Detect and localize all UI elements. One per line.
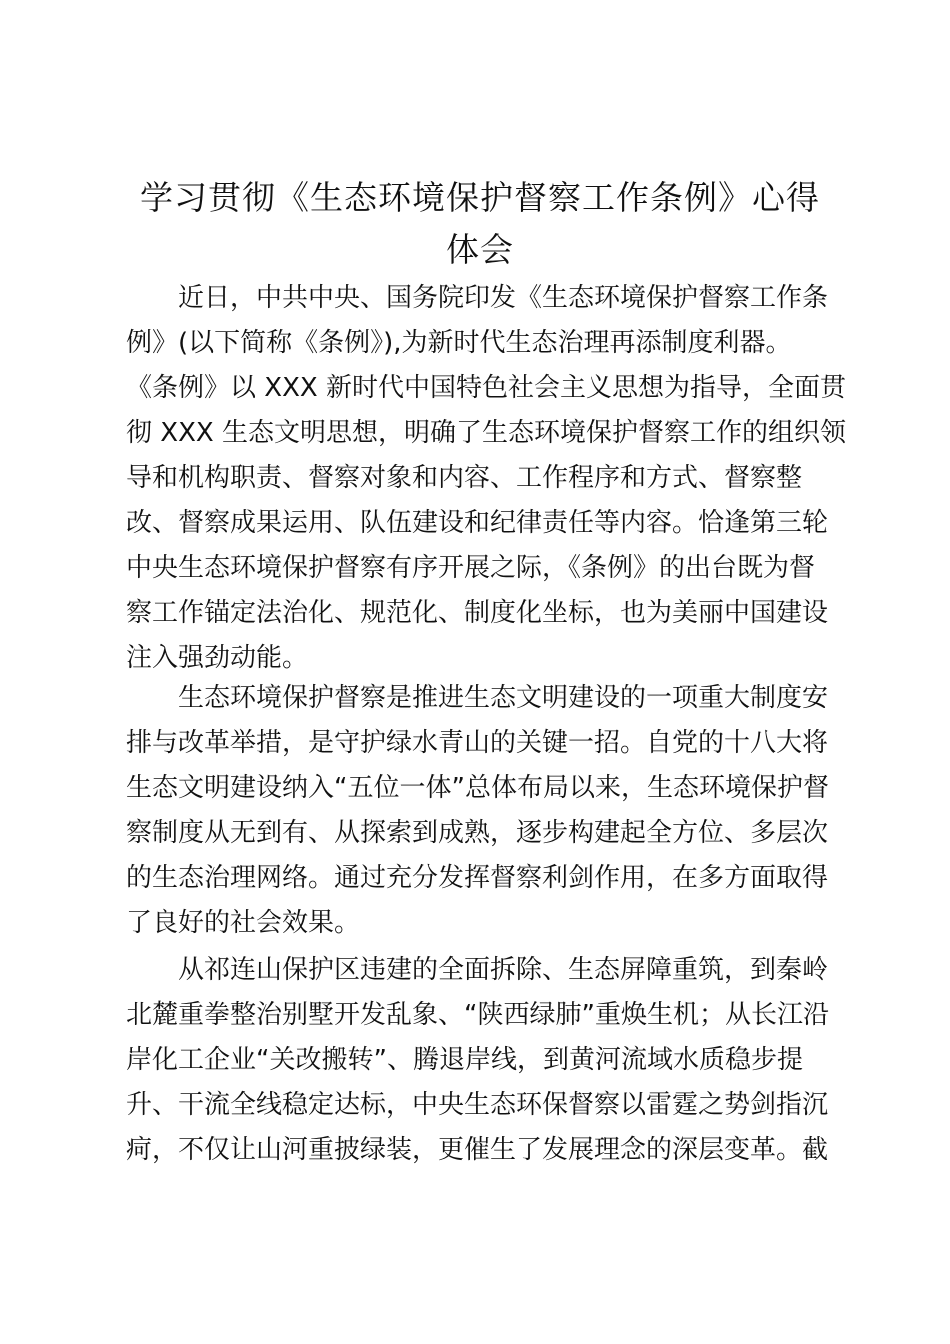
paragraph-1-line-7: 中央生态环境保护督察有序开展之际，《条例》的出台既为督 (126, 553, 816, 583)
paragraph-3-line-1: 从祁连山保护区违建的全面拆除、生态屏障重筑，到秦岭 (178, 955, 829, 985)
document-title (120, 172, 840, 276)
paragraph-1-line-8: 察工作锚定法治化、规范化、制度化坐标，也为美丽中国建设 (126, 598, 829, 628)
paragraph-2-line-2: 排与改革举措，是守护绿水青山的关键一招。自党的十八大将 (126, 728, 829, 758)
paragraph-3-line-3: 岸化工企业“关改搬转”、腾退岸线，到黄河流域水质稳步提 (126, 1045, 803, 1075)
paragraph-2-line-5: 的生态治理网络。通过充分发挥督察利剑作用，在多方面取得 (126, 863, 829, 893)
paragraph-2-line-1: 生态环境保护督察是推进生态文明建设的一项重大制度安 (178, 683, 829, 713)
paragraph-1-line-3: 《条例》以 XXX 新时代中国特色社会主义思想为指导，全面贯 (126, 373, 846, 403)
paragraph-1-line-6: 改、督察成果运用、队伍建设和纪律责任等内容。恰逢第三轮 (126, 508, 829, 538)
paragraph-2-line-4: 察制度从无到有、从探索到成熟，逐步构建起全方位、多层次 (126, 818, 829, 848)
paragraph-1-line-1: 近日，中共中央、国务院印发《生态环境保护督察工作条 (178, 283, 829, 313)
paragraph-1-line-4: 彻 XXX 生态文明思想，明确了生态环境保护督察工作的组织领 (126, 418, 846, 448)
paragraph-1-line-5: 导和机构职责、督察对象和内容、工作程序和方式、督察整 (126, 463, 803, 493)
paragraph-3-line-2: 北麓重拳整治别墅开发乱象、“陕西绿肺”重焕生机；从长江沿 (126, 1000, 829, 1030)
paragraph-3-line-5: 疴，不仅让山河重披绿装，更催生了发展理念的深层变革。截 (126, 1135, 829, 1165)
paragraph-1-line-9: 注入强劲动能。 (126, 643, 309, 673)
paragraph-1-line-2: 例》(以下简称《条例》),为新时代生态治理再添制度利器。 (126, 328, 792, 358)
paragraph-3-line-4: 升、干流全线稳定达标，中央生态环保督察以雷霆之势剑指沉 (126, 1090, 829, 1120)
title-line-1: 学习贯彻《生态环境保护督察工作条例》心得 (140, 178, 820, 217)
paragraph-2-line-6: 了良好的社会效果。 (126, 908, 361, 938)
title-line-2: 体会 (446, 230, 514, 269)
paragraph-2-line-3: 生态文明建设纳入“五位一体”总体布局以来，生态环境保护督 (126, 773, 829, 803)
